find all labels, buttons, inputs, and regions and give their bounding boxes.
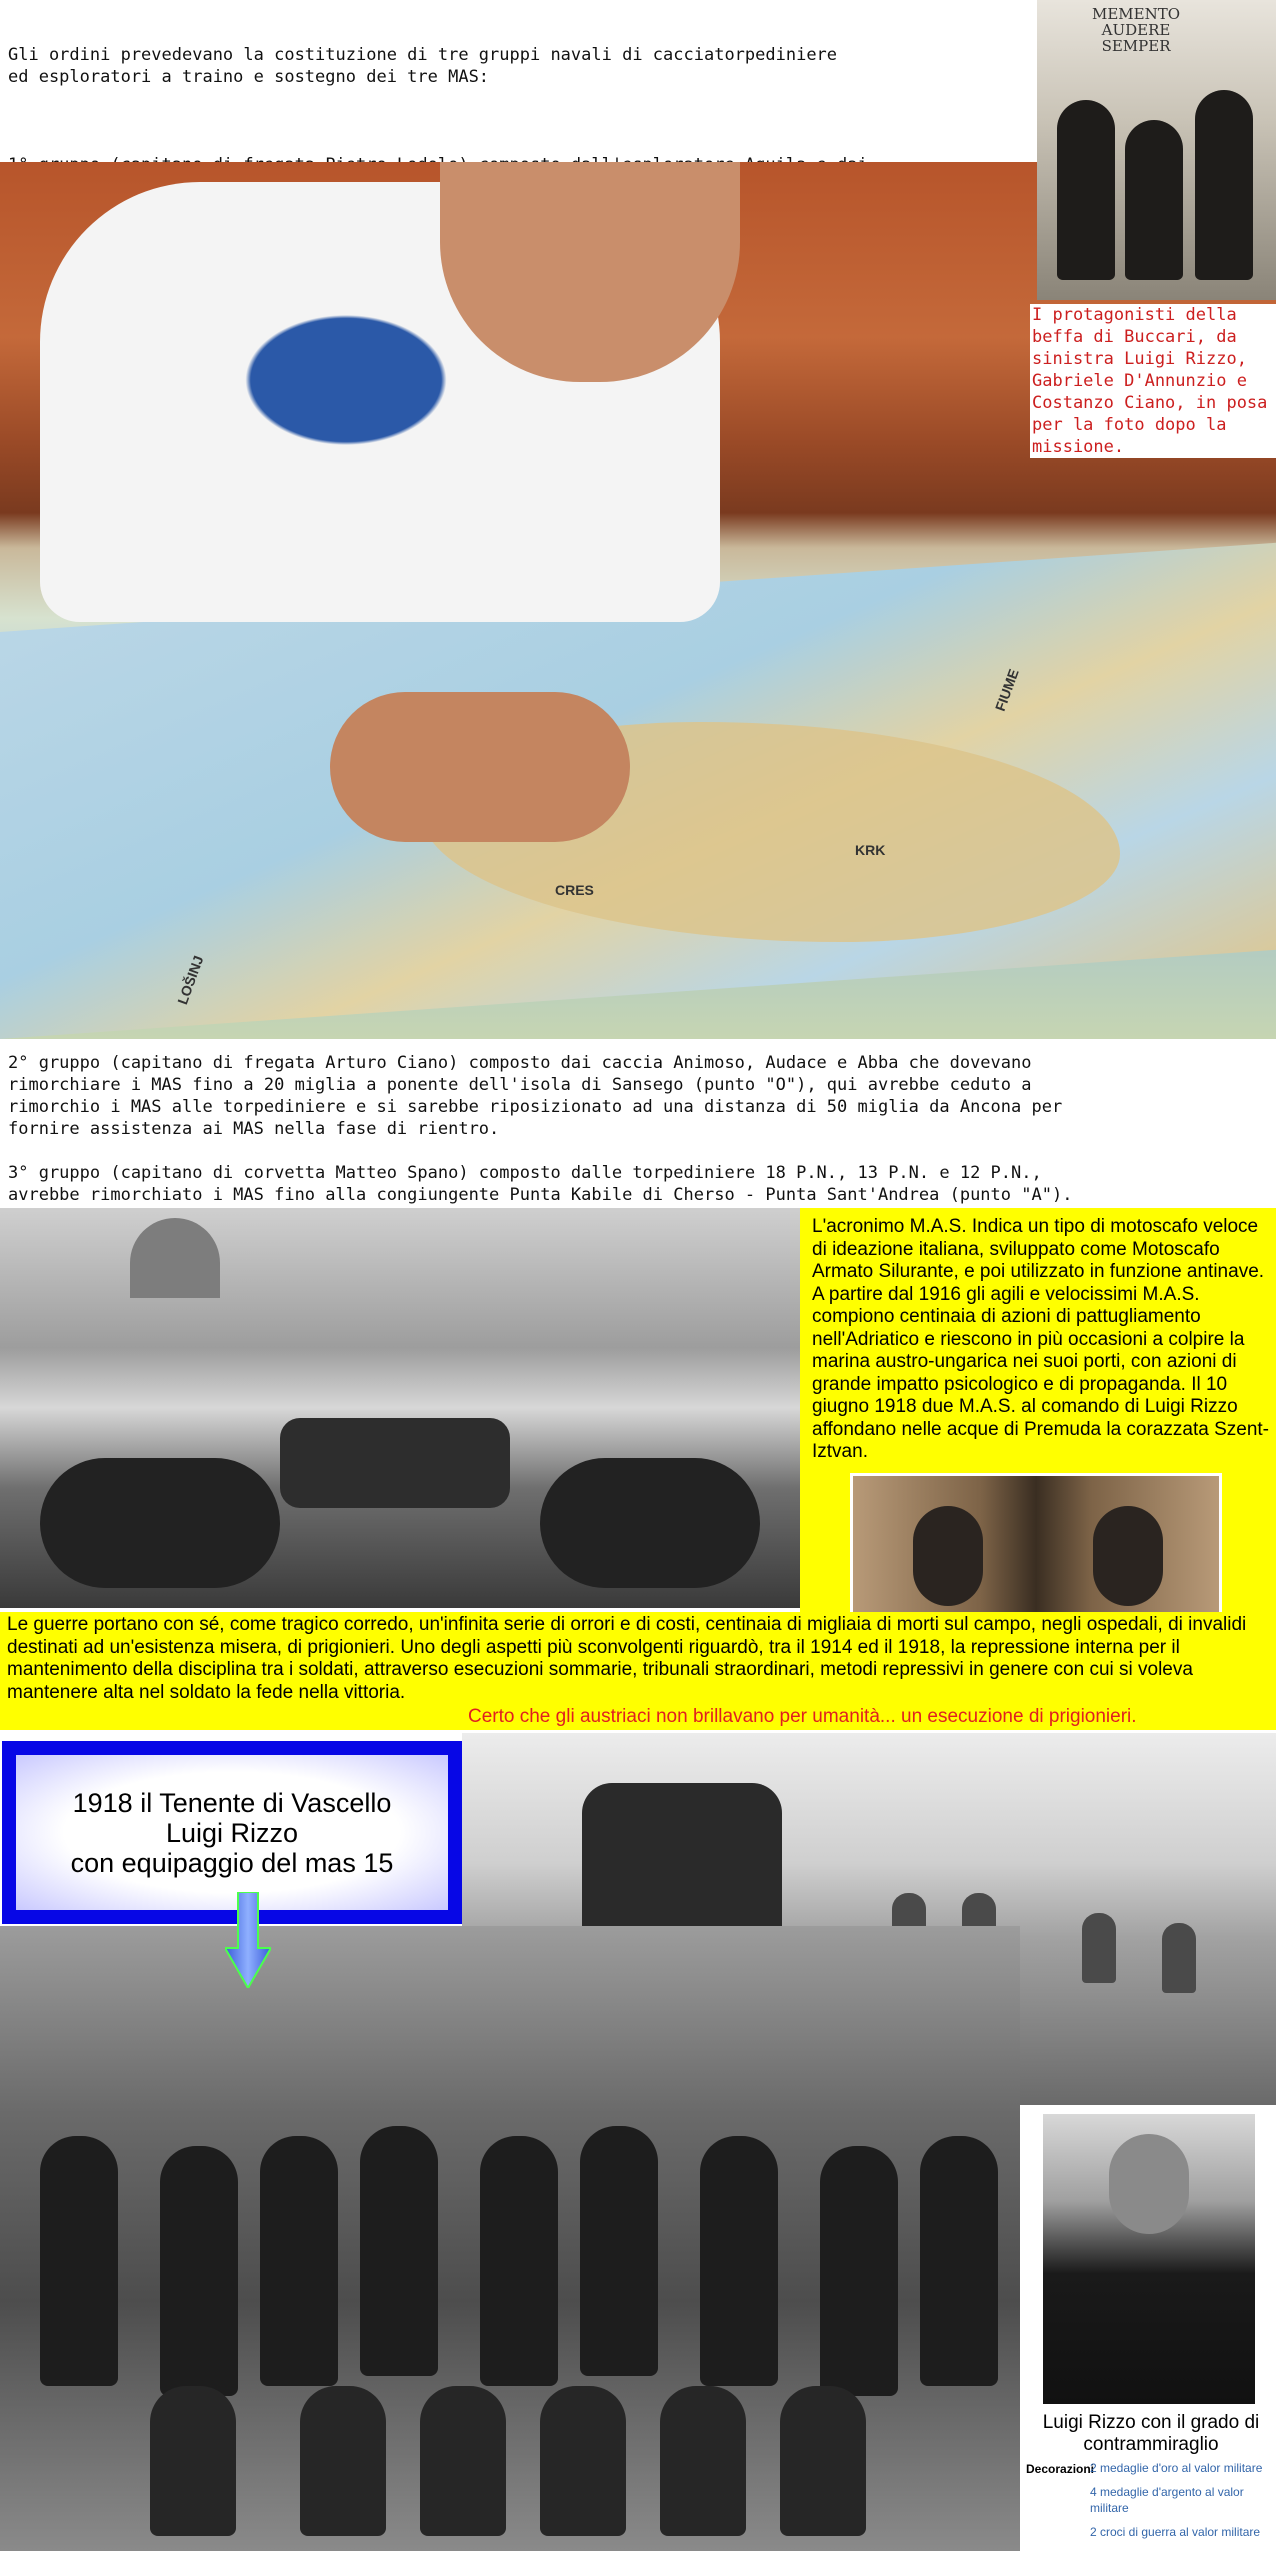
figure-dannunzio	[1125, 120, 1183, 280]
map-label-fiume: FIUME	[991, 666, 1022, 714]
torpedo-left	[40, 1458, 280, 1588]
gas-mask-soldier-right	[1093, 1506, 1163, 1606]
crew-member	[160, 2146, 238, 2396]
decoration-war-cross: 2 croci di guerra al valor militare	[1090, 2525, 1261, 2539]
groups-text	[8, 1052, 1270, 1206]
rizzo-title-line-2: Luigi Rizzo	[165, 1817, 299, 1848]
prisoner	[1162, 1923, 1196, 1993]
crew-member	[40, 2136, 118, 2386]
mas-boat-photo	[0, 1208, 800, 1608]
figure-ciano	[1195, 90, 1253, 280]
decoration-silver-medal: 4 medaglie d'argento al valor militare	[1090, 2485, 1244, 2515]
intro-text	[8, 0, 1033, 160]
memento-sign: MEMENTO AUDERE SEMPER	[1092, 5, 1181, 55]
man-hand	[330, 692, 630, 842]
admiral-face	[1109, 2134, 1189, 2234]
acronym-text: L'acronimo M.A.S. Indica un tipo di motoscafo veloce di ideazione italiana, sviluppato come Motoscafo Armato Silurante, e poi utilizzato in funzione antinave. A partire dal 1916 gli agili e velocissimi M.A.S. compiono centinaia di azioni di pattugliamento nell'Adriatico e riescono in più occasioni a colpire la marina austro-ungarica nei suoi porti, con azioni di grande impatto psicologico e di propaganda. Il 10 giugno 1918 due M.A.S. al comando di Luigi Rizzo affondano nelle acque di Premuda la corazzata Szent-Iztvan.	[812, 1216, 1270, 1462]
boat-crew	[280, 1418, 510, 1508]
group-3-paragraph: 3° gruppo (capitano di corvetta Matteo Spano) composto dalle torpediniere 18 P.N., 13 P.N. e 12 P.N., avrebbe rimorchiato i MAS fino alla congiungente Punta Kabile di Cherso - Punta Sant'Andrea (punto "A").	[8, 1163, 1073, 1205]
rizzo-title-inner	[16, 1755, 448, 1910]
crew-member	[480, 2136, 558, 2386]
admiral-caption: Luigi Rizzo con il grado di contrammiraglio	[1042, 2412, 1260, 2455]
crew-member	[580, 2126, 658, 2376]
arrow-down-icon	[225, 1892, 271, 1988]
seated-crew-member	[660, 2386, 746, 2536]
map-label-cres: CRES	[555, 882, 594, 898]
crew-member	[260, 2136, 338, 2386]
seated-crew-member	[540, 2386, 626, 2536]
admiral-rizzo-portrait	[1043, 2114, 1255, 2404]
seated-crew-member	[420, 2386, 506, 2536]
intro-paragraph-1: Gli ordini prevedevano la costituzione di tre gruppi navali di cacciatorpediniere ed esploratori a traino e sostegno dei tre MAS:	[8, 45, 838, 87]
decorations-label: Decorazioni	[1026, 2462, 1095, 2476]
gas-mask-soldier-left	[913, 1506, 983, 1606]
seated-crew-member	[150, 2386, 236, 2536]
torpedo-right	[540, 1458, 760, 1588]
crew-member	[920, 2136, 998, 2386]
map-label-losinj: LOŠINJ	[174, 953, 207, 1007]
seated-crew-member	[780, 2386, 866, 2536]
map-label-krk: KRK	[855, 842, 886, 858]
rizzo-title-line-3: con equipaggio del mas 15	[70, 1847, 394, 1878]
protagonists-caption: I protagonisti della beffa di Buccari, da sinistra Luigi Rizzo, Gabriele D'Annunzio e Costanzo Ciano, in posa per la foto dopo la missione.	[1030, 304, 1276, 458]
seated-crew-member	[300, 2386, 386, 2536]
war-text: Le guerre portano con sé, come tragico corredo, un'infinita serie di orrori e di costi, centinaia di migliaia di morti sul campo, negli ospedali, di invalidi destinati ad un'esistenza misera, di prigionieri. Uno degli aspetti più sconvolgenti riguardò, tra il 1914 ed il 1918, la repressione interna per il mantenimento della disciplina tra i soldati, attraverso esecuzioni sommarie, tribunali straordinari, metodi repressivi in genere con cui si voleva mantenere alta nel soldato la fede nella vittoria.	[7, 1614, 1247, 1703]
prisoner	[1082, 1913, 1116, 1983]
figure-rizzo	[1057, 100, 1115, 280]
decoration-gold-medal: 2 medaglie d'oro al valor militare	[1090, 2461, 1263, 2475]
execution-caption: Certo che gli austriaci non brillavano per umanità... un esecuzione di prigionieri.	[468, 1706, 1276, 1728]
crew-member	[360, 2126, 438, 2376]
mas-15-crew-photo	[0, 1926, 1020, 2551]
group-2-paragraph: 2° gruppo (capitano di fregata Arturo Ciano) composto dai caccia Animoso, Audace e Abba che dovevano rimorchiare i MAS fino a 20 miglia a ponente dell'isola di Sansego (punto "O"), qui avrebbe ceduto a rimorchio i MAS alle torpediniere e si sarebbe riposizionato ad una distanza di 50 miglia da Ancona per fornire assistenza ai MAS nella fase di rientro.	[8, 1053, 1063, 1139]
crew-member	[820, 2146, 898, 2396]
rizzo-title-line-1: 1918 il Tenente di Vascello	[72, 1787, 392, 1818]
church-dome	[130, 1218, 220, 1298]
protagonists-photo	[1037, 0, 1276, 300]
decorations-list	[1090, 2460, 1276, 2548]
crew-member	[700, 2136, 778, 2386]
